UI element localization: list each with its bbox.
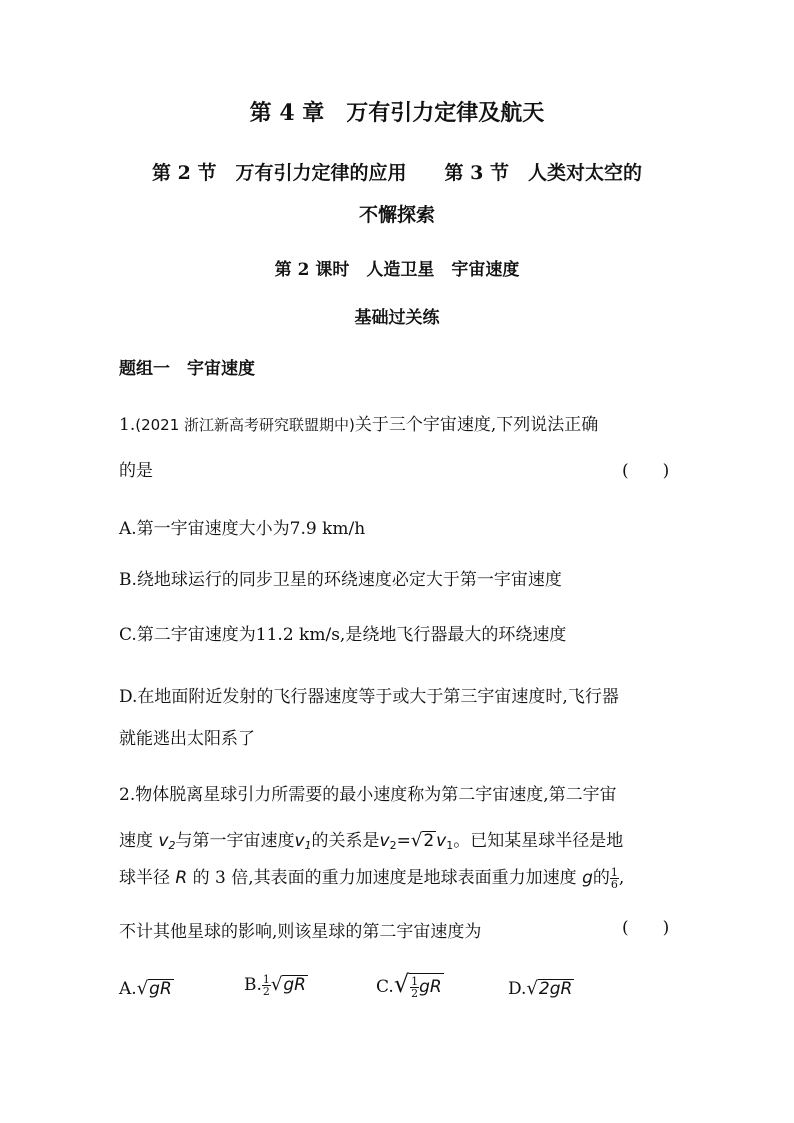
q1-number: 1. xyxy=(119,415,136,435)
q2-text-first-speed: 与第一宇宙速度 xyxy=(175,831,295,851)
q1-stem-a: 关于三个宇宙速度,下列说法正确 xyxy=(354,415,599,435)
q1-source: (2021 浙江新高考研究联盟期中) xyxy=(135,416,355,434)
q2-option-a: A.√gR xyxy=(119,978,172,999)
q2-option-c: C.√ $\frac{1}{2}$ gR xyxy=(376,970,442,1000)
section-title-line2: 不懈探索 xyxy=(358,204,435,226)
v2-symbol: $v_2$ xyxy=(158,831,176,852)
q1-option-a: A.第一宇宙速度大小为7.9 km/h xyxy=(119,519,366,539)
q2-text-gravity: 的 3 倍,其表面的重力加速度是地球表面重力加速度 xyxy=(192,868,577,888)
q1-stem-line2: 的是 xyxy=(119,461,153,481)
q2-line1: 2.物体脱离星球引力所需要的最小速度称为第二宇宙速度,第二宇宙 xyxy=(119,785,617,805)
chapter-title: 第 4 章 万有引力定律及航天 xyxy=(249,100,545,126)
q2-line2 xyxy=(119,826,623,852)
q2-text-relation: 的关系是 xyxy=(311,831,380,851)
q1-stem-line1 xyxy=(119,410,598,435)
q2-option-d: D.√2gR xyxy=(508,978,573,999)
q1-option-b: B.绕地球运行的同步卫星的环绕速度必定大于第一宇宙速度 xyxy=(119,570,562,590)
q1-answer-bracket: ( ) xyxy=(622,461,670,481)
q2-text-radius: 球半径 xyxy=(119,868,170,888)
q2-line3: 球半径 R 的 3 倍,其表面的重力加速度是地球表面重力加速度 g的 $\frac{1}{6}$ , xyxy=(119,866,625,891)
fraction-one-sixth: $\frac{1}{6}$ xyxy=(610,866,618,891)
radius-symbol: R xyxy=(175,868,188,888)
q2-option-b: B. $\frac{1}{2}$ √gR xyxy=(244,973,306,998)
q2-line4: 不计其他星球的影响,则该星球的第二宇宙速度为 xyxy=(119,922,482,942)
v1-symbol: $v_1$ xyxy=(294,831,312,852)
q1-option-c: C.第二宇宙速度为11.2 km/s,是绕地飞行器最大的环绕速度 xyxy=(119,625,567,645)
gravity-symbol: g xyxy=(582,868,593,888)
q2-text-speed: 速度 xyxy=(119,831,153,851)
q2-text-planet: 。已知某星球半径是地 xyxy=(453,831,624,851)
relation-formula: $v_2=√2$ $v_1$ xyxy=(379,830,454,852)
q2-answer-bracket: ( ) xyxy=(622,918,670,938)
lesson-title: 第 2 课时 人造卫星 宇宙速度 xyxy=(274,260,520,280)
practice-title: 基础过关练 xyxy=(354,308,440,328)
group1-title: 题组一 宇宙速度 xyxy=(119,359,255,379)
q1-option-d-line2: 就能逃出太阳系了 xyxy=(119,729,255,749)
q1-option-d-line1: D.在地面附近发射的飞行器速度等于或大于第三宇宙速度时,飞行器 xyxy=(119,687,619,707)
q2-text-of: 的 xyxy=(592,868,610,888)
section-title-line1: 第 2 节 万有引力定律的应用 第 3 节 人类对太空的 xyxy=(152,162,642,184)
